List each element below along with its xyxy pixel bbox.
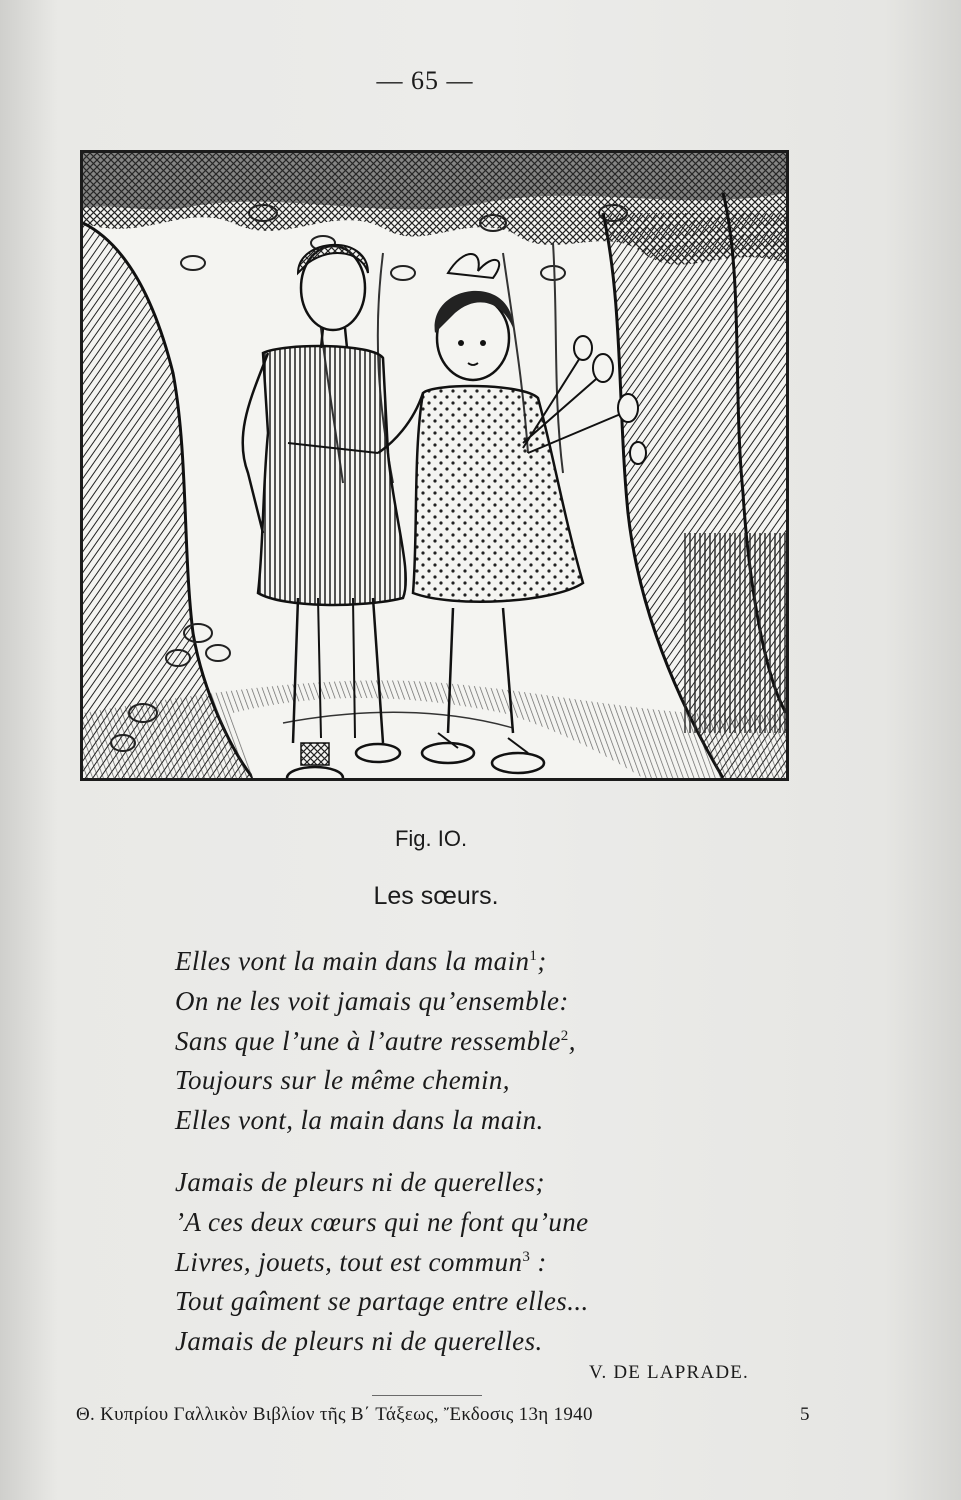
stanza-2 [175, 1163, 589, 1362]
printer-footer: Θ. Κυπρίου Γαλλικὸν Βιβλίον τῆς Β΄ Τάξεως, Ἔκδοσις 13η 1940 [76, 1404, 593, 1425]
footnote-marker: 2 [560, 1027, 569, 1044]
verse-line: On ne les voit jamais qu’ensemble: [175, 985, 569, 1016]
verse-line: ’A ces deux cœurs qui ne font qu’une [175, 1206, 589, 1237]
page-number: — 65 — [376, 66, 474, 95]
verse-line: Livres, jouets, tout est commun$^3$ : [175, 1246, 547, 1277]
illustration-two-sisters [80, 150, 789, 781]
engraving-drawing [83, 153, 786, 778]
verse-line: Elles vont, la main dans la main. [175, 1105, 544, 1136]
poem-title: Les sœurs. [373, 882, 499, 910]
stanza-1 [175, 942, 576, 1141]
footnote-marker: 1 [529, 948, 538, 964]
poem-author: V. DE LAPRADE. [588, 1362, 749, 1383]
verse-line: Elles vont la main dans la main$^1$; [175, 946, 547, 976]
verse-line: Jamais de pleurs ni de querelles; [175, 1167, 545, 1197]
figure-caption: Fig. IO. [394, 826, 468, 851]
signature-number: 5 [800, 1404, 810, 1425]
verse-line: Toujours sur le même chemin, [175, 1065, 510, 1096]
verse-line: Jamais de pleurs ni de querelles. [175, 1326, 543, 1357]
verse-line: Tout gaîment se partage entre elles... [175, 1286, 589, 1317]
footnote-marker: 3 [522, 1248, 531, 1265]
verse-line: Sans que l’une à l’autre ressemble$^2$, [175, 1025, 576, 1056]
footer-divider [372, 1395, 482, 1396]
